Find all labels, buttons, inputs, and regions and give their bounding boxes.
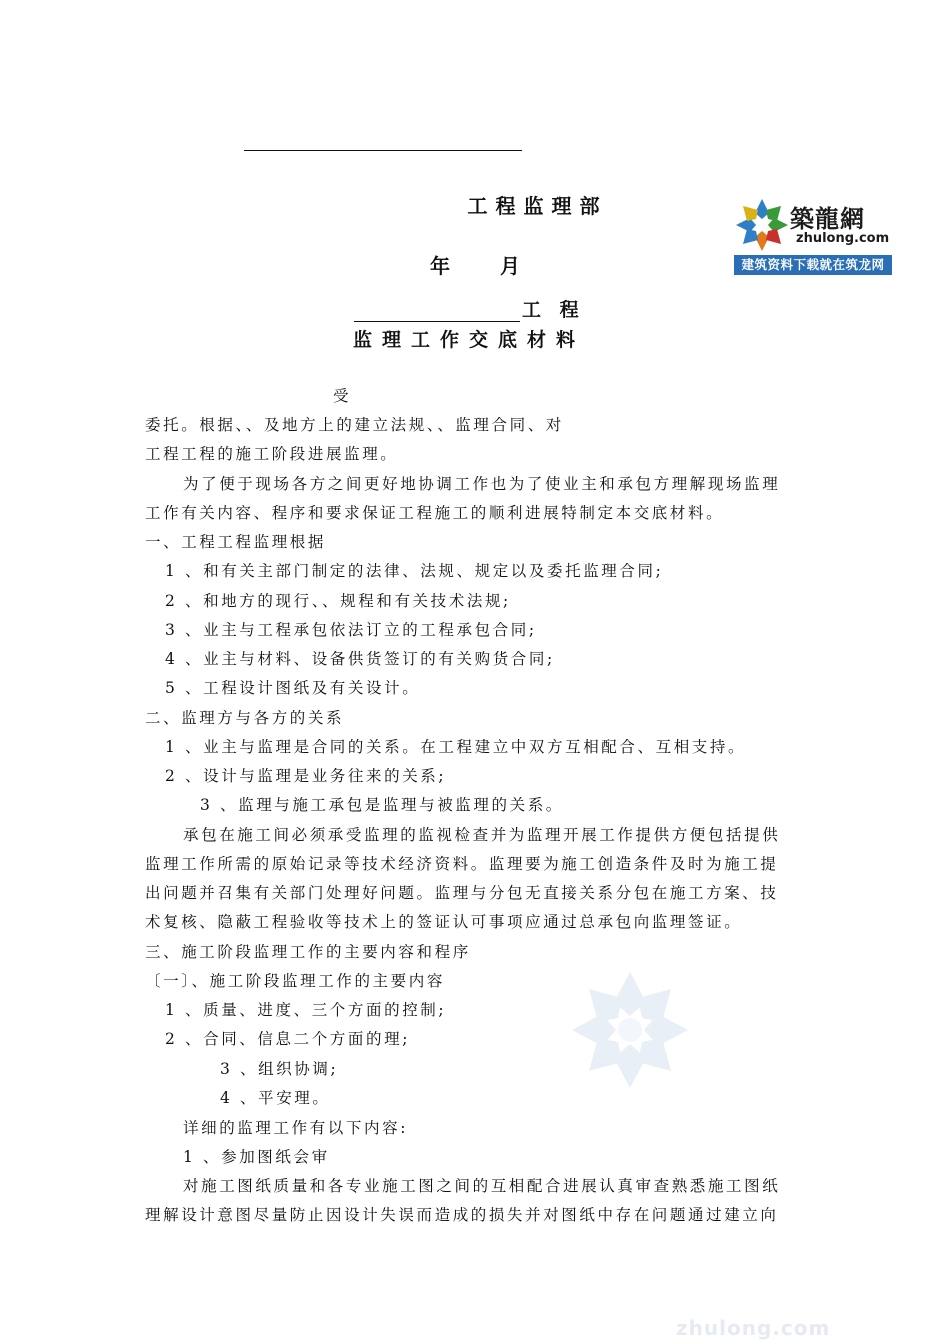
body-line: 委托。根据、、及地方上的建立法规、、监理合同、对 bbox=[145, 416, 564, 434]
zhulong-star-icon bbox=[736, 199, 788, 251]
body-line: 理解设计意图尽量防止因设计失误而造成的损失并对图纸中存在问题通过建立向 bbox=[145, 1206, 779, 1224]
zhulong-logo bbox=[734, 197, 892, 275]
list-item: 3 、监理与施工承包是监理与被监理的关系。 bbox=[200, 796, 564, 814]
list-item: 5 、工程设计图纸及有关设计。 bbox=[165, 679, 421, 697]
watermark-site-text: zhulong.com bbox=[676, 1316, 831, 1340]
body-line: 承包在施工间必须承受监理的监视检查并为监理开展工作提供方便包括提供 bbox=[183, 826, 781, 844]
body-line: 工作有关内容、程序和要求保证工程施工的顺利进展特制定本交底材料。 bbox=[145, 504, 725, 522]
list-item: 2 、设计与监理是业务往来的关系; bbox=[165, 767, 447, 785]
list-item: 1 、参加图纸会审 bbox=[183, 1148, 330, 1166]
section-heading: 三、施工阶段监理工作的主要内容和程序 bbox=[145, 943, 471, 961]
body-line: 工程工程的施工阶段进展监理。 bbox=[145, 445, 399, 463]
body-line: 详细的监理工作有以下内容: bbox=[183, 1119, 409, 1137]
logo-site: zhulong.com bbox=[796, 231, 890, 246]
list-item: 2 、和地方的现行、、规程和有关技术法规; bbox=[165, 592, 511, 610]
body-line: 对施工图纸质量和各专业施工图之间的互相配合进展认真审查熟悉施工图纸 bbox=[183, 1177, 781, 1195]
list-item: 4 、业主与材料、设备供货签订的有关购货合同; bbox=[165, 650, 555, 668]
logo-slogan: 建筑资料下载就在筑龙网 bbox=[734, 255, 892, 275]
list-item: 1 、质量、进度、三个方面的控制; bbox=[165, 1001, 447, 1019]
body-line: 为了便于现场各方之间更好地协调工作也为了使业主和承包方理解现场监理 bbox=[183, 475, 781, 493]
body-line: 受 bbox=[333, 387, 352, 405]
list-item: 1 、业主与监理是合同的关系。在工程建立中双方互相配合、互相支持。 bbox=[165, 738, 747, 756]
document-title: 监理工作交底材料 bbox=[353, 329, 586, 351]
zhulong-watermark-icon bbox=[572, 972, 688, 1088]
month-label: 月 bbox=[500, 254, 520, 278]
list-item: 3 、组织协调; bbox=[220, 1060, 339, 1078]
list-item: 2 、合同、信息二个方面的理; bbox=[165, 1030, 411, 1048]
project-name-line bbox=[354, 295, 585, 322]
list-item: 1 、和有关主部门制定的法律、法规、规定以及委托监理合同; bbox=[165, 562, 664, 580]
section-heading: 一、工程工程监理根据 bbox=[145, 533, 327, 551]
department-heading: 工程监理部 bbox=[467, 194, 608, 218]
year-label: 年 bbox=[430, 254, 450, 278]
signature-line bbox=[244, 150, 522, 151]
date-line bbox=[430, 250, 520, 279]
logo-brand: 築龍網 bbox=[790, 204, 865, 233]
list-item: 4 、平安理。 bbox=[220, 1089, 331, 1107]
project-suffix: 工 程 bbox=[522, 299, 585, 321]
section-heading: 二、监理方与各方的关系 bbox=[145, 709, 345, 727]
body-line: 术复核、隐蔽工程验收等技术上的签证认可事项应通过总承包向监理签证。 bbox=[145, 913, 743, 931]
body-line: 出问题并召集有关部门处理好问题。监理与分包无直接关系分包在施工方案、技 bbox=[145, 884, 779, 902]
list-item: 3 、业主与工程承包依法订立的工程承包合同; bbox=[165, 621, 537, 639]
project-name-blank bbox=[354, 301, 520, 322]
body-line: 监理工作所需的原始记录等技术经济资料。监理要为施工创造条件及时为施工提 bbox=[145, 855, 779, 873]
subsection-heading: 〔一〕、施工阶段监理工作的主要内容 bbox=[145, 972, 445, 990]
